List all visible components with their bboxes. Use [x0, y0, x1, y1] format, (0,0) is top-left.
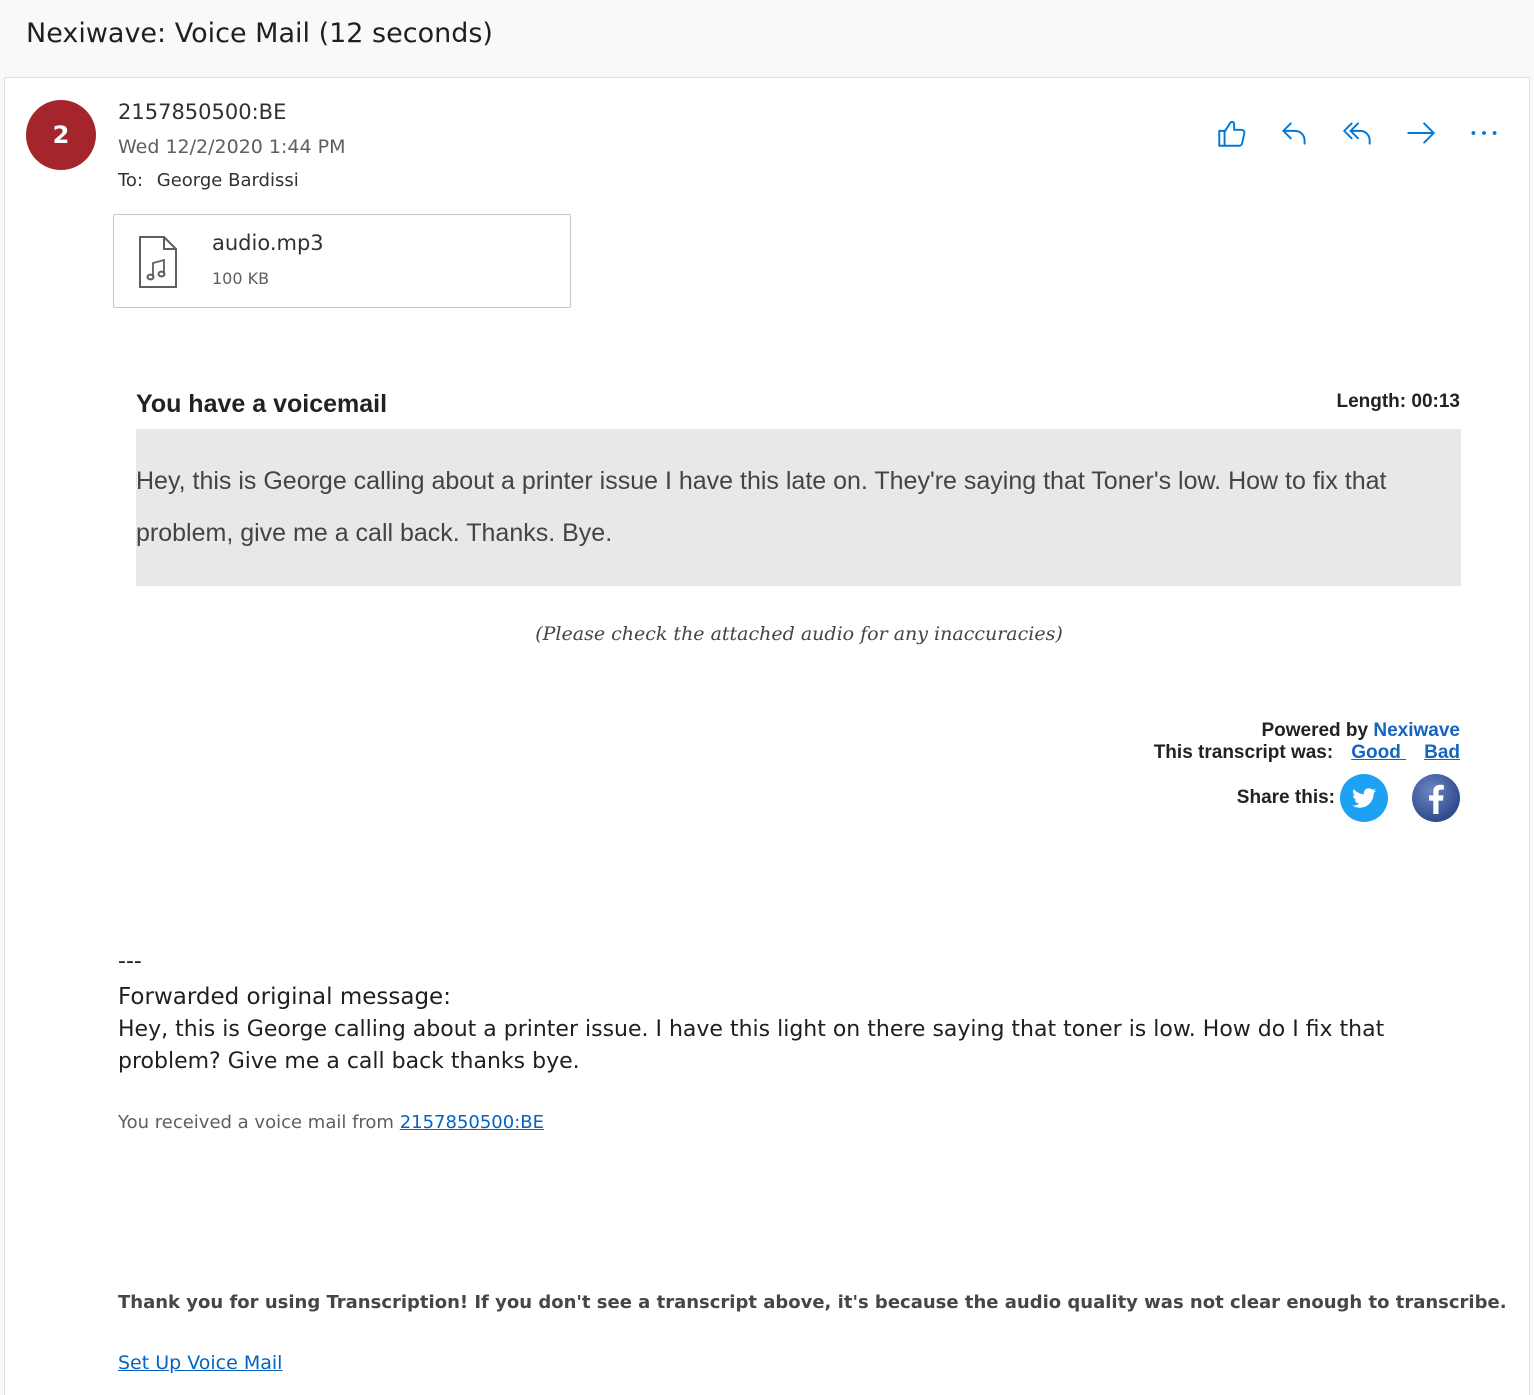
facebook-icon[interactable] — [1412, 774, 1460, 822]
sender-name[interactable]: 2157850500:BE — [118, 100, 287, 124]
rate-bad-link[interactable]: Bad — [1424, 742, 1460, 763]
setup-voicemail-link[interactable]: Set Up Voice Mail — [118, 1352, 283, 1374]
transcript-rating — [1154, 742, 1460, 764]
forwarded-label: Forwarded original message: — [118, 984, 451, 1010]
recipient-name[interactable]: George Bardissi — [156, 170, 299, 191]
attachment-size: 100 KB — [212, 269, 270, 288]
transcript-text: Hey, this is George calling about a printer issue I have this late on. They're saying that Toner's low. How to fix that problem, give me a call back. Thanks. Bye. — [136, 467, 1387, 547]
share-label: Share this: — [1236, 787, 1335, 808]
voicemail-length: Length: 00:13 — [1336, 391, 1460, 412]
reply-all-icon — [1341, 116, 1375, 150]
subject-bar — [0, 0, 1534, 76]
forwarded-section — [118, 950, 1478, 1078]
accuracy-note: (Please check the attached audio for any inaccuracies) — [535, 623, 1063, 645]
twitter-icon[interactable] — [1340, 774, 1388, 822]
forwarded-body: Hey, this is George calling about a printer issue. I have this light on there saying that toner is low. How do I fix that problem? Give me a call back thanks bye. — [118, 1017, 1385, 1074]
caller-link[interactable]: 2157850500:BE — [399, 1112, 544, 1133]
forward-button[interactable] — [1389, 112, 1452, 154]
forward-arrow-icon — [1404, 116, 1438, 150]
email-subject: Nexiwave: Voice Mail (12 seconds) — [26, 18, 493, 49]
reply-button[interactable] — [1263, 112, 1326, 154]
sent-date: Wed 12/2/2020 1:44 PM — [118, 136, 346, 158]
thumbs-up-icon — [1215, 116, 1249, 150]
more-actions-icon — [1467, 116, 1501, 150]
attachment-card[interactable] — [113, 214, 571, 308]
attachment-name: audio.mp3 — [212, 231, 324, 255]
thanks-note: Thank you for using Transcription! If you don't see a transcript above, it's because the audio quality was not clear enough to transcribe. — [118, 1292, 1507, 1313]
reply-all-button[interactable] — [1326, 112, 1389, 154]
received-line — [118, 1112, 544, 1133]
received-prefix: You received a voice mail from — [118, 1112, 400, 1133]
nexiwave-link[interactable]: Nexiwave — [1373, 720, 1460, 741]
reply-icon — [1278, 116, 1312, 150]
recipient-line — [118, 170, 299, 191]
rating-label: This transcript was: — [1153, 742, 1334, 763]
powered-by — [1261, 720, 1460, 742]
like-button[interactable] — [1200, 112, 1263, 154]
transcript-box — [136, 429, 1461, 586]
to-label: To: — [118, 170, 144, 191]
share-row — [1237, 774, 1460, 822]
separator-dashes: --- — [118, 949, 142, 974]
avatar[interactable]: 2 — [26, 100, 96, 170]
message-actions — [1200, 112, 1515, 154]
audio-file-icon — [136, 235, 180, 289]
rate-good-link[interactable]: Good — [1351, 742, 1407, 763]
powered-by-label: Powered by — [1261, 720, 1374, 741]
voicemail-title: You have a voicemail — [136, 390, 388, 418]
more-actions-button[interactable] — [1452, 112, 1515, 154]
